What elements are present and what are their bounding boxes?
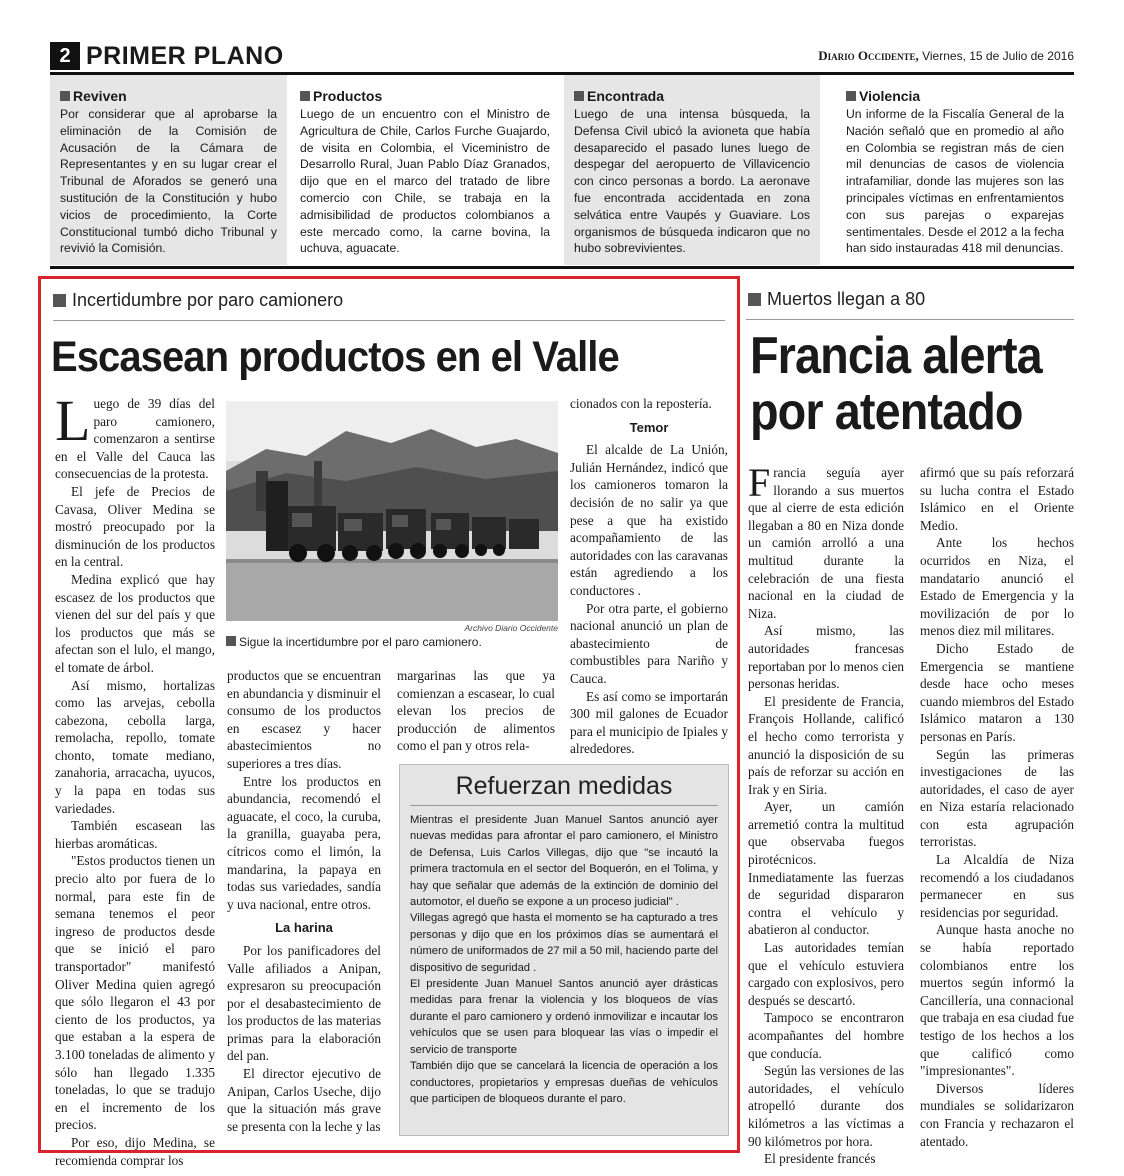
paragraph: Según las primeras investigaciones de las autoridades, el caso de ayer en Niza estaría relacionado con esta agrupación terroristas. (920, 746, 1074, 850)
paragraph: Luego de 39 días del paro camionero, comenzaron a sentirse en el Valle del Cauca las consecuencias de la protesta. (55, 388, 215, 482)
paragraph: productos que se encuentran en abundancia y disminuir el consumo de los productos en escasez y hacer abastecimientos no superiores a tres días. (227, 668, 381, 771)
briefs-rule (50, 266, 1074, 269)
dateline (818, 48, 1074, 64)
square-bullet-icon (60, 91, 70, 101)
brief-text: Por considerar que al aprobarse la eliminación de la Comisión de Acusación de la Cámara de Representantes y en su lugar crear el Tribunal de Aforados se generó una sustitución de la Constitución y hubo vicios de procedimiento, la Corte Constitucional tumbó dicho Tribunal y revivió la Comisión. (60, 107, 277, 256)
box-text (410, 812, 718, 1107)
square-bullet-icon (748, 293, 761, 306)
paragraph: Es así como se importarán 300 mil galones de Ecuador para el municipio de Ipiales y alrededores. (570, 688, 728, 757)
brief-title: Violencia (846, 87, 1064, 105)
subhead-temor: Temor (629, 419, 669, 435)
brief-encontrada (564, 75, 820, 265)
paragraph: El director ejecutivo de Anipan, Carlos Useche, dijo que la situación más grave se presenta con la leche y las (227, 1066, 381, 1134)
column-3 (397, 667, 555, 755)
paragraph: Ante los hechos ocurridos en Niza, el mandatario anunció el Estado de Emergencia y la movilización de por lo menos diez mil militares. (920, 535, 1074, 639)
brief-violencia (836, 75, 1074, 265)
paragraph: Ayer, un camión arremetió contra la multitud que observaba fuegos pirotécnicos. Inmediatamente las fuerzas de seguridad dispararon contra el vehículo y abatieron al conductor. (748, 799, 904, 938)
brief-productos (290, 75, 560, 265)
column-2 (227, 667, 381, 1135)
subhead-harina: La harina (275, 920, 333, 936)
page-header (50, 40, 1074, 72)
page-number: 2 (50, 42, 80, 70)
photo-caption: Sigue la incertidumbre por el paro camionero. (226, 635, 558, 649)
paragraph: Dicho Estado de Emergencia se mantiene desde hace ocho meses cuando miembros del Estado Islámico mataron a 130 personas en París. (920, 640, 1074, 744)
photo-credit: Archivo Diario Occidente (464, 623, 558, 633)
brief-text: Luego de una intensa búsqueda, la Defensa Civil ubicó la avioneta que había desaparecido el pasado lunes luego de despegar del aeropuerto de Villavicencio con cinco personas a bordo. La aeronave fue encontrada accidentada en zona selvática entre Vaupés y Guaviare. Los organismos de búsqueda indicaron que no hubo sobrevivientes. (574, 107, 810, 256)
paragraph: afirmó que su país reforzará su lucha contra el Estado Islámico en el Oriente Medio. (920, 465, 1074, 533)
story-headline: Francia alerta por atentado (750, 327, 1042, 441)
square-bullet-icon (226, 636, 236, 646)
square-bullet-icon (53, 294, 66, 307)
paragraph: El presidente de Francia, François Hollande, calificó el hecho como terrorista y anunció la disposición de su país de reforzar su acción en Irak y en Siria. (748, 693, 904, 797)
brief-title: Encontrada (574, 87, 810, 105)
box-paragraph: También dijo que se cancelará la licencia de operación a los conductores, propietarios y empresas dueñas de vehículos que participen de bloqueos durante el paro. (410, 1060, 718, 1105)
kicker-rule (53, 320, 725, 321)
column-1 (748, 460, 904, 1168)
story-escasean (38, 276, 740, 1168)
drop-cap: F (748, 460, 771, 505)
box-paragraph: El presidente Juan Manuel Santos anunció ayer drásticas medidas para frenar la violencia y los bloqueos de vías durante el paro camionero y ordenó inmovilizar e incautar los vehículos que se usen para bloquear las vías o impedir el servicio de transporte (410, 978, 718, 1056)
date: Viernes, 15 de Julio de 2016 (918, 49, 1074, 63)
paragraph: "Estos productos tienen un precio alto por fuera de lo normal, para este fin de semana tenemos el peor ingreso de productos desde que se inició el paro transportador" manifestó Oliver Medina quien agregó que sólo llegaron el 43 por ciento de los productos, ya que estaban a la espera de 3.100 toneladas de alimento y sólo han llegado 1.335 toneladas, lo que se tradujo en el incremento de los precios. (55, 853, 215, 1133)
paragraph: El alcalde de La Unión, Julián Hernández, indicó que los camioneros tomaron la decisión de no salir ya que pese a que ha existido acompañamiento de las autoridades con las caravanas están agrediendo a los conductores . (570, 442, 728, 598)
story-headline: Escasean productos en el Valle (51, 333, 619, 381)
paper-name: Diario Occidente, (818, 48, 919, 63)
column-2 (920, 464, 1074, 1150)
brief-text: Un informe de la Fiscalía General de la Nación señaló que en promedio al año en Colombia se registran más de cien mil denuncias de casos de violencia intrafamiliar, donde las mujeres son las principales víctimas en enfrentamientos con sus parejas o exparejas sentimentales. Desde el 2012 a la fecha han sido instauradas 418 mil denuncias. (846, 107, 1064, 256)
paragraph: Las autoridades temían que el vehículo estuviera cargado con explosivos, pero después se descartó. (748, 940, 904, 1008)
paragraph: También escasean las hierbas aromáticas. (55, 818, 215, 851)
brief-title: Reviven (60, 87, 277, 105)
paragraph: Así mismo, hortalizas como las arvejas, cebolla cabezona, cebolla larga, remolacha, repollo, tomate chonto, tomate mediano, zanahoria, arracacha, uyucos, y la papa en todas sus variedades. (55, 677, 215, 816)
paragraph: Por eso, dijo Medina, se recomienda comprar los (55, 1134, 215, 1168)
trucks-photo-illustration (226, 401, 558, 621)
square-bullet-icon (300, 91, 310, 101)
paragraph: Por los panificadores del Valle afiliados a Anipan, expresaron su preocupación por el desabastecimiento de los productos de las materias primas para la elaboración del pan. (227, 942, 381, 1064)
column-4 (570, 395, 728, 758)
paragraph: Aunque hasta anoche no se había reportado colombianos entre los muertos según informó la Cancillería, una connacional que trabaja en esa ciudad fue testigo de los hechos a los que calificó como "impresionantes". (920, 922, 1074, 1079)
paragraph: El presidente francés (764, 1151, 876, 1167)
paragraph: Francia seguía ayer llorando a sus muertos que al cierre de esta edición llegaban a 80 en Niza donde un camión arrolló a una multitud durante la celebración de una fiesta nacional en la ciudad de Niza. (748, 460, 904, 621)
paragraph: Según las versiones de las autoridades, el vehículo atropelló durante dos kilómetros a las víctimas a 90 kilómetros por hora. (748, 1063, 904, 1149)
paragraph: Tampoco se encontraron acompañantes del hombre que conducía. (748, 1010, 904, 1061)
kicker-rule (746, 319, 1074, 320)
paragraph: margarinas las que ya comienzan a escasear, lo cual elevan los precios de producción de alimentos como el pan y otros rela- (397, 668, 555, 754)
paragraph: Entre los productos en abundancia, recomendó el aguacate, el coco, la curuba, la granilla, guayaba pera, cítricos como el limón, la mandarina, la papaya en todas sus variedades, sandía y uva nacional, entre otros. (227, 773, 381, 912)
story-photo (226, 401, 558, 621)
story-kicker: Muertos llegan a 80 (748, 288, 925, 310)
briefs-row (50, 75, 1074, 265)
paragraph: Medina explicó que hay escasez de los productos que vienen del sur del país y que los productos que más se afectan son el lulo, el mango, el tomate de árbol. (55, 571, 215, 675)
column-1 (55, 388, 215, 1169)
paragraph: Diversos líderes mundiales se solidarizaron con Francia y rechazaron el atentado. (920, 1080, 1074, 1149)
story-kicker: Incertidumbre por paro camionero (53, 289, 343, 311)
square-bullet-icon (574, 91, 584, 101)
box-paragraph: Villegas agregó que hasta el momento se ha capturado a tres personas y dijo que en los próximos días se aumentará el número de uniformados de 27 mil a 50 mil, haciendo parte del dispositivo de seguridad . (410, 912, 718, 974)
box-paragraph: Mientras el presidente Juan Manuel Santos anunció ayer nuevas medidas para afrontar el paro camionero, el Ministro de Defensa, Luis Carlos Villegas, dijo que "se incautó la primera tractomula en el sector del Boquerón, en el Tolima, y hay que señalar que además de la extinción de dominio del automotor, el dueño se expone a un proceso judicial" . (410, 814, 718, 909)
section-title: PRIMER PLANO (86, 42, 284, 70)
square-bullet-icon (846, 91, 856, 101)
drop-cap: L (55, 388, 91, 453)
paragraph: cionados con la repostería. (570, 396, 712, 411)
brief-text: Luego de un encuentro con el Ministro de Agricultura de Chile, Carlos Furche Guajardo, de visita en Colombia, el Viceministro de Desarrollo Rural, Juan Pablo Díaz Granados, dijo que en el marco del tratado de libre comercio con Chile, se trabaja en la admisibilidad de productos colombianos a este mercado como, la carne bovina, la uchuva, aguacate. (300, 107, 550, 256)
brief-title: Productos (300, 87, 550, 105)
sidebar-box (399, 764, 729, 1136)
box-title: Refuerzan medidas (410, 771, 718, 806)
paragraph: El jefe de Precios de Cavasa, Oliver Medina se mostró preocupado por la disminución de los productos en la central. (55, 483, 215, 570)
paragraph: Así mismo, las autoridades francesas reportaban por lo menos cien personas heridas. (748, 623, 904, 692)
paragraph: Por otra parte, el gobierno nacional anunció un plan de abastecimiento de combustibles para Nariño y Cauca. (570, 600, 728, 686)
brief-reviven (50, 75, 287, 265)
story-francia (746, 276, 1074, 1167)
paragraph: La Alcaldía de Niza recomendó a los ciudadanos permanecer en sus residencias por seguridad. (920, 852, 1074, 920)
